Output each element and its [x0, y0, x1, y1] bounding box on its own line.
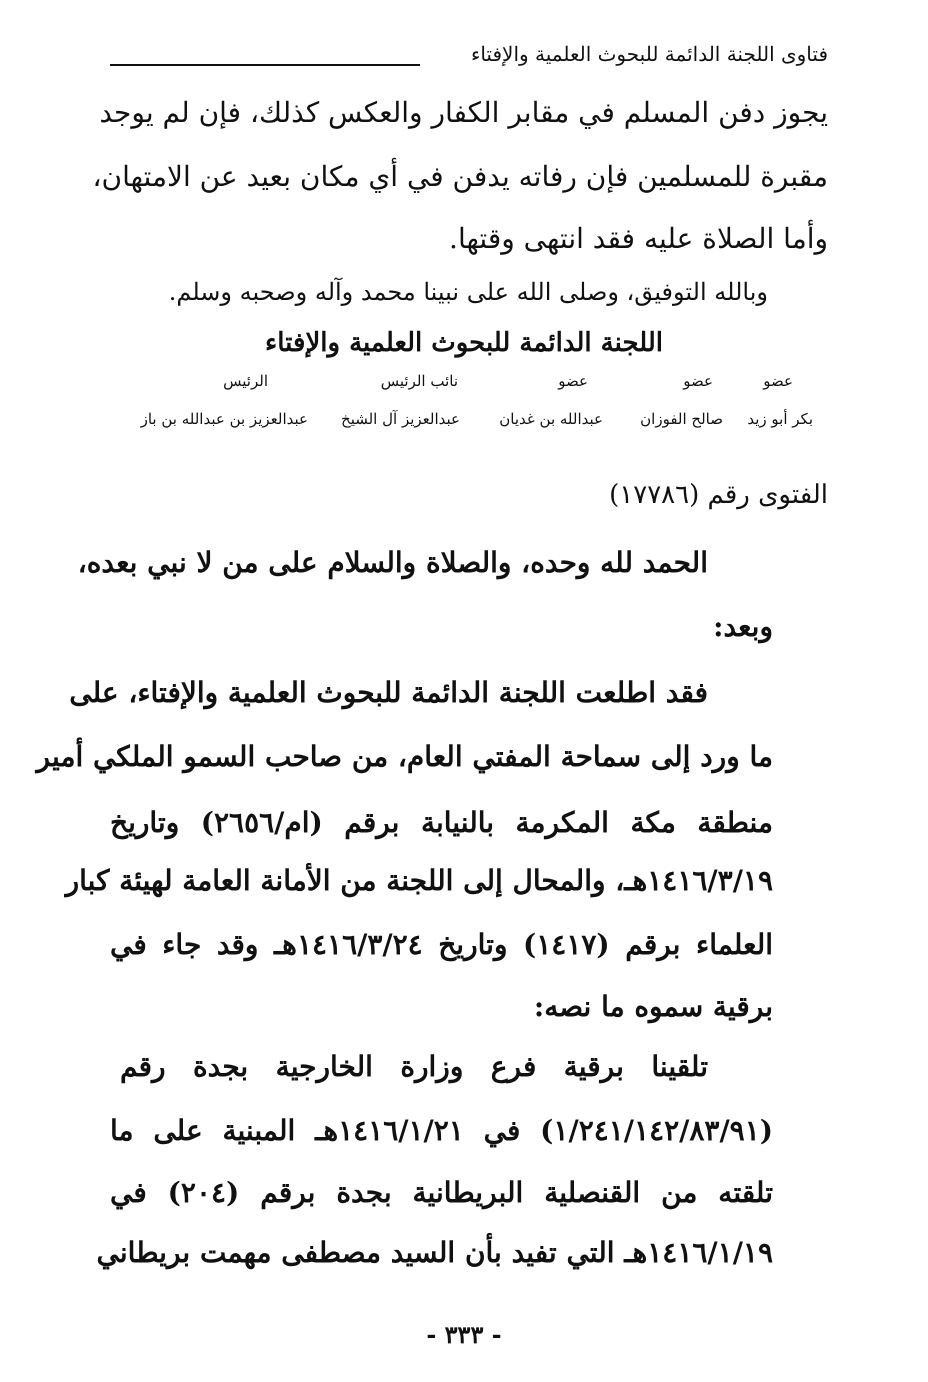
signatory-role: الرئيس [223, 372, 268, 390]
signatory-role: عضو [683, 372, 713, 390]
fatwa-number: الفتوى رقم (١٧٧٨٦) [609, 480, 828, 510]
body-line: برقية سموه ما نصه: [533, 990, 773, 1023]
previous-fatwa-line: وأما الصلاة عليه فقد انتهى وقتها. [449, 222, 828, 255]
signatory-name: عبدالله بن غديان [499, 410, 603, 428]
quote-line: ١٤١٦/١/١٩هـ التي تفيد بأن السيد مصطفى مهمت بريطاني [96, 1236, 773, 1269]
signatory-role: عضو [763, 372, 793, 390]
closing-prayer: وبالله التوفيق، وصلى الله على نبينا محمد وآله وصحبه وسلم. [168, 278, 768, 306]
quote-line: (١/٢٤١/١٤٢/٨٣/٩١) في ١٤١٦/١/٢١هـ المبنية على ما [110, 1114, 774, 1147]
signatory-role: عضو [558, 372, 588, 390]
signatory-name: بكر أبو زيد [747, 410, 813, 428]
page-number: - ٣٣٣ - [426, 1320, 502, 1349]
quote-line: تلقته من القنصلية البريطانية بجدة برقم (٢٠٤) في [110, 1176, 773, 1209]
opening-line: وبعد: [713, 610, 773, 643]
signatory-role: نائب الرئيس [380, 372, 458, 390]
signatory-name: عبدالعزيز بن عبدالله بن باز [140, 410, 308, 428]
body-line: ١٤١٦/٣/١٩هـ، والمحال إلى اللجنة من الأمانة العامة لهيئة كبار [65, 864, 773, 897]
signatory-name: عبدالعزيز آل الشيخ [341, 410, 460, 428]
body-line: العلماء برقم (١٤١٧) وتاريخ ١٤١٦/٣/٢٤هـ وقد جاء في [110, 928, 773, 961]
book-title: فتاوى اللجنة الدائمة للبحوث العلمية والإفتاء [470, 42, 828, 66]
opening-line: الحمد لله وحده، والصلاة والسلام على من لا نبي بعده، [77, 546, 708, 579]
committee-title: اللجنة الدائمة للبحوث العلمية والإفتاء [265, 328, 663, 358]
previous-fatwa-line: مقبرة للمسلمين فإن رفاته يدفن في أي مكان بعيد عن الامتهان، [92, 160, 828, 193]
body-line: فقد اطلعت اللجنة الدائمة للبحوث العلمية والإفتاء، على [69, 676, 708, 709]
running-header [110, 36, 828, 72]
body-line: ما ورد إلى سماحة المفتي العام، من صاحب السمو الملكي أمير [36, 740, 773, 773]
signatory-name: صالح الفوزان [640, 410, 723, 428]
body-line: منطقة مكة المكرمة بالنيابة برقم (ام/٢٦٥٦) وتاريخ [110, 806, 774, 839]
previous-fatwa-line: يجوز دفن المسلم في مقابر الكفار والعكس كذلك، فإن لم يوجد [99, 96, 828, 129]
header-rule [110, 64, 420, 66]
quote-line: تلقينا برقية فرع وزارة الخارجية بجدة رقم [120, 1050, 708, 1083]
